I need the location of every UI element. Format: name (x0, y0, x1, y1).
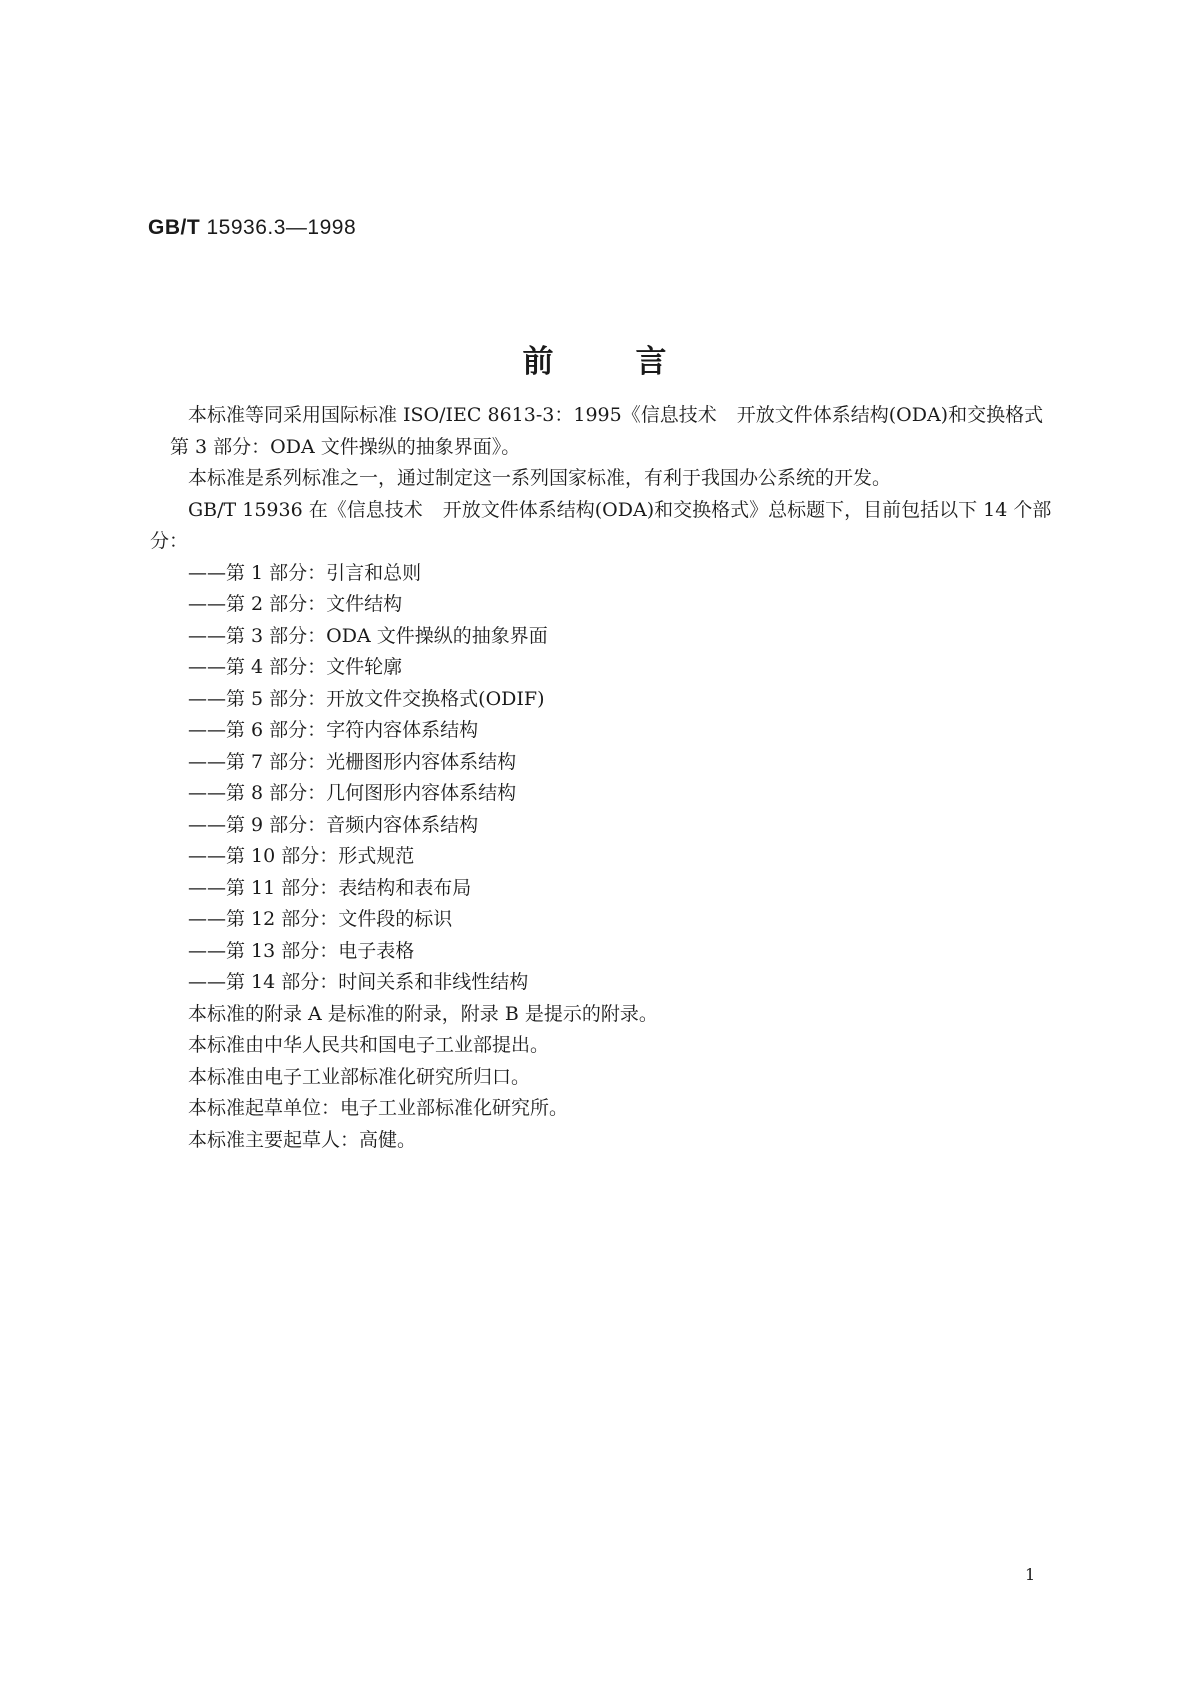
paragraph-parts-intro-a: GB/T 15936 在《信息技术 (188, 498, 423, 521)
list-item: ——第 12 部分：文件段的标识 (188, 908, 453, 930)
paragraph-parts-intro (150, 495, 1060, 558)
paragraph-parts-intro-b: 开放文件体系结构(ODA)和交换格式》总标题下，目前包括以下 14 个部分： (150, 498, 1052, 552)
standard-code (148, 216, 356, 240)
list-item: ——第 2 部分：文件结构 (188, 593, 403, 615)
list-item: ——第 13 部分：电子表格 (188, 939, 415, 962)
paragraph-adoption (150, 400, 1060, 463)
closing-line: 本标准起草单位：电子工业部标准化研究所。 (188, 1097, 569, 1119)
closing-line: 本标准由电子工业部标准化研究所归口。 (188, 1065, 531, 1088)
list-item: ——第 10 部分：形式规范 (188, 845, 415, 867)
list-item: ——第 8 部分：几何图形内容体系结构 (188, 782, 517, 804)
list-item: ——第 7 部分：光栅图形内容体系结构 (188, 750, 517, 773)
closing-line: 本标准由中华人民共和国电子工业部提出。 (188, 1034, 550, 1056)
standard-code-prefix: GB/T (148, 216, 201, 239)
standard-code-number: 15936.3—1998 (200, 216, 357, 239)
list-item: ——第 3 部分：ODA 文件操纵的抽象界面 (188, 624, 548, 647)
page-title-part2: 言 (635, 344, 669, 380)
foreword-body (150, 400, 1060, 1156)
list-item: ——第 1 部分：引言和总则 (188, 561, 422, 584)
page-title-part1: 前 (522, 344, 556, 380)
list-item: ——第 14 部分：时间关系和非线性结构 (188, 971, 529, 993)
list-item: ——第 6 部分：字符内容体系结构 (188, 719, 479, 741)
closing-line: 本标准的附录 A 是标准的附录，附录 B 是提示的附录。 (188, 1002, 658, 1025)
paragraph-adoption-c: 第 3 部分：ODA 文件操纵的抽象界面》。 (170, 435, 521, 458)
paragraph-series: 本标准是系列标准之一，通过制定这一系列国家标准，有利于我国办公系统的开发。 (188, 467, 892, 489)
closing-statements (150, 999, 1060, 1157)
parts-list (150, 558, 1060, 999)
paragraph-adoption-b: 开放文件体系结构(ODA)和交换格式 (736, 404, 1044, 426)
page-title (0, 336, 1191, 381)
list-item: ——第 11 部分：表结构和表布局 (188, 876, 472, 899)
list-item: ——第 5 部分：开放文件交换格式(ODIF) (188, 687, 545, 710)
page-number: 1 (1025, 1565, 1036, 1584)
closing-line: 本标准主要起草人：高健。 (188, 1128, 417, 1151)
list-item: ——第 9 部分：音频内容体系结构 (188, 813, 479, 836)
paragraph-adoption-a: 本标准等同采用国际标准 ISO/IEC 8613-3：1995《信息技术 (188, 404, 717, 426)
list-item: ——第 4 部分：文件轮廓 (188, 656, 403, 678)
